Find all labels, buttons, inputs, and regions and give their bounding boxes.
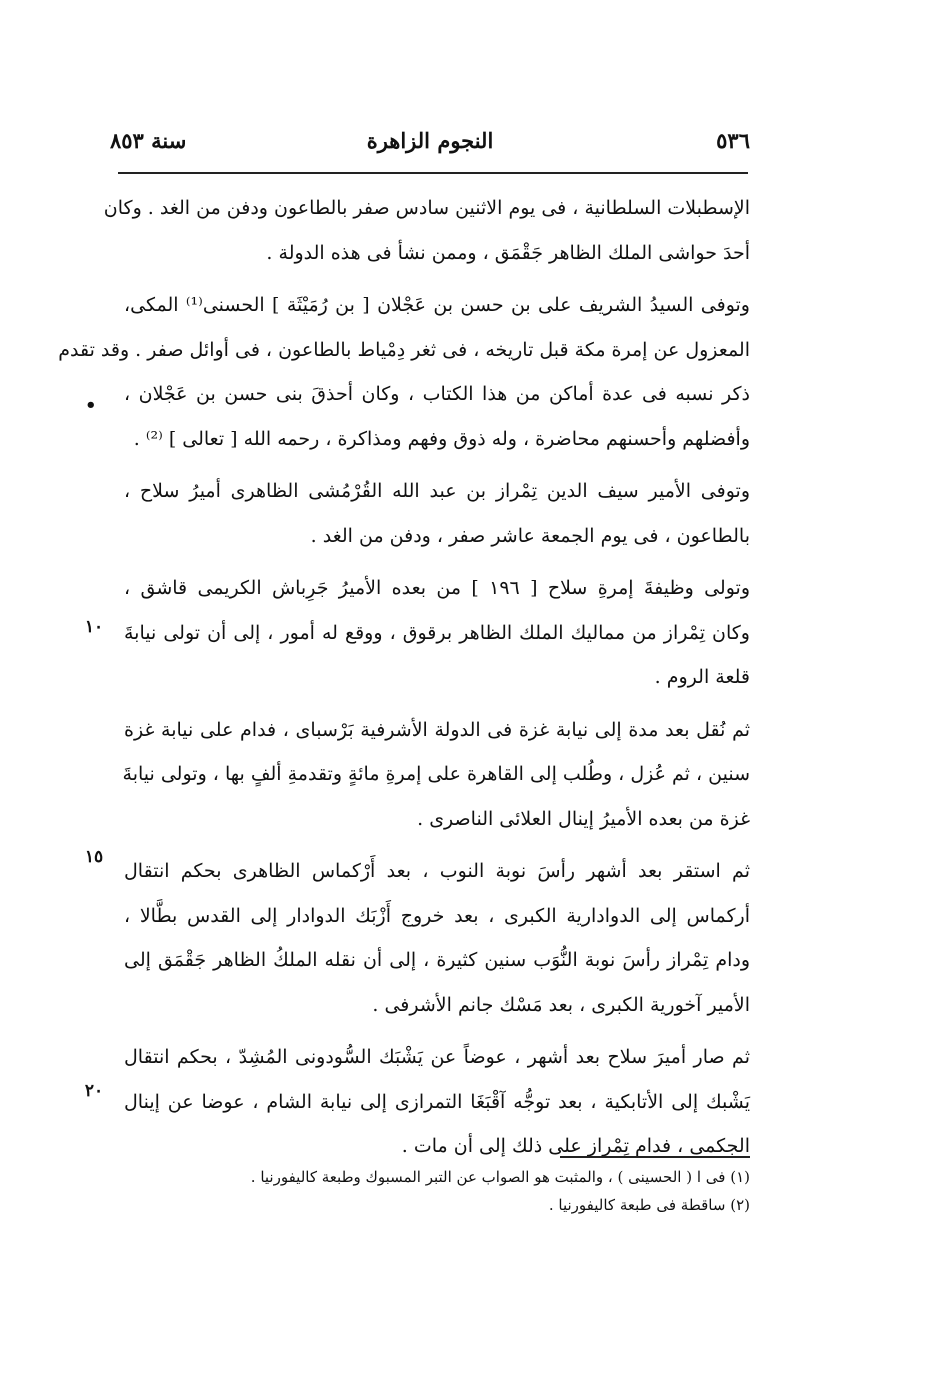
text-line: ذكر نسبه فى عدة أماكن من هذا الكتاب ، وكان أحذقَ بنى حسن بن عَجْلان ، [124, 383, 750, 405]
text-line: وتوفى الأمير سيف الدين تِمْراز بن عبد الله القُرْمُشى الظاهرى أميرُ سلاح ، [124, 480, 750, 502]
footnote: (١) فى ا ( الحسينى ) ، والمثبت هو الصواب عن التبر المسبوك وطبعة كاليفورنيا . [250, 1168, 750, 1186]
text-line: ودام تِمْراز رأسَ نوبة النُّوَب سنين كثيرة ، إلى أن نقله الملكُ الظاهر جَقْمَق إلى [124, 949, 750, 971]
text-line: الجكمى ، فدام تِمْراز على ذلك إلى أن مات . [401, 1135, 750, 1157]
text-line: المعزول عن إمرة مكة قبل تاريخه ، فى ثغر دِمْياط بالطاعون ، فى أوائل صفر . وقد تقدم [58, 338, 750, 361]
footnotes [200, 1163, 750, 1219]
paragraph [58, 283, 750, 461]
page-number: ٥٣٦ [716, 128, 750, 153]
text-line: أحدَ حواشى الملك الظاهر جَقْمَق ، وممن نشأ فى هذه الدولة . [266, 241, 750, 264]
text-line: يَشْبك إلى الأتابكية ، بعد توجُّه آقْبَغَا التمرازى إلى نيابة الشام ، عوضا عن إينال [124, 1090, 750, 1113]
text-line: غزة من بعده الأميرُ إينال العلائى الناصرى . [417, 807, 750, 830]
text-line: ثم نُقل بعد مدة إلى نيابة غزة فى الدولة الأشرفية بَرْسباى ، فدام على نيابة غزة [124, 718, 750, 741]
text-line: الإسطبلات السلطانية ، فى يوم الاثنين سادس صفر بالطاعون ودفن من الغد . وكان [103, 197, 750, 219]
text-line: أركماس إلى الدوادارية الكبرى ، بعد خروج أَزْبَك الدوادار إلى القدس بطَّالا ، [124, 904, 750, 927]
header-year: سنة ٨٥٣ [110, 128, 187, 153]
paragraph [124, 708, 750, 842]
text-line: وكان تِمْراز من مماليك الملك الظاهر برقوق ، ووقع له أمور ، إلى أن تولى نيابةَ [124, 621, 750, 644]
footnote: (٢) ساقطة فى طبعة كاليفورنيا . [548, 1196, 750, 1214]
text-line: وأفضلهم وأحسنهم محاضرة ، وله ذوق وفهم ومذاكرة ، رحمه الله [ تعالى ] ⁽²⁾ . [133, 427, 750, 450]
margin-bullet: • [85, 395, 97, 416]
margin-line-number-15: ١٥ [84, 847, 104, 867]
running-title: النجوم الزاهرة [366, 128, 494, 153]
text-line: الأمير آخورية الكبرى ، بعد مَسْك جانم الأشرفى . [372, 993, 750, 1016]
page-header [110, 128, 750, 162]
text-line: ثم استقر بعد أشهر رأسَ نوبة النوب ، بعد أَرْكماس الظاهرى بحكم انتقال [124, 860, 750, 882]
text-line: بالطاعون ، فى يوم الجمعة عاشر صفر ، ودفن من الغد . [310, 524, 750, 547]
text-line: قلعة الروم . [654, 666, 750, 688]
text-line: سنين ، ثم عُزل ، وطُلب إلى القاهرة على إمرةِ مائةٍ وتقدمةِ ألفٍ بها ، وتولى نيابةَ [122, 763, 750, 785]
paragraph [124, 1035, 750, 1169]
header-rule [118, 172, 748, 174]
margin-line-number-10: ١٠ [84, 617, 104, 637]
text-line: وتوفى السيدُ الشريف على بن حسن بن عَجْلان [ بن رُمَيْثَة ] الحسنى⁽¹⁾ المكى، [124, 294, 750, 316]
paragraph [124, 849, 750, 1027]
paragraph [124, 566, 750, 700]
footnote-rule [560, 1156, 750, 1158]
margin-line-number-20: ٢٠ [84, 1081, 104, 1101]
paragraph [124, 469, 750, 558]
text-line: ثم صار أميرَ سلاح بعد أشهر ، عوضاً عن يَشْبَك السُّودونى المُشِدّ ، بحكم انتقال [124, 1046, 750, 1068]
text-line: وتولى وظيفةَ إمرةِ سلاح [ ١٩٦ ] من بعده الأميرُ جَرِباش الكريمى قاشق ، [124, 577, 751, 599]
paragraph [103, 186, 750, 275]
